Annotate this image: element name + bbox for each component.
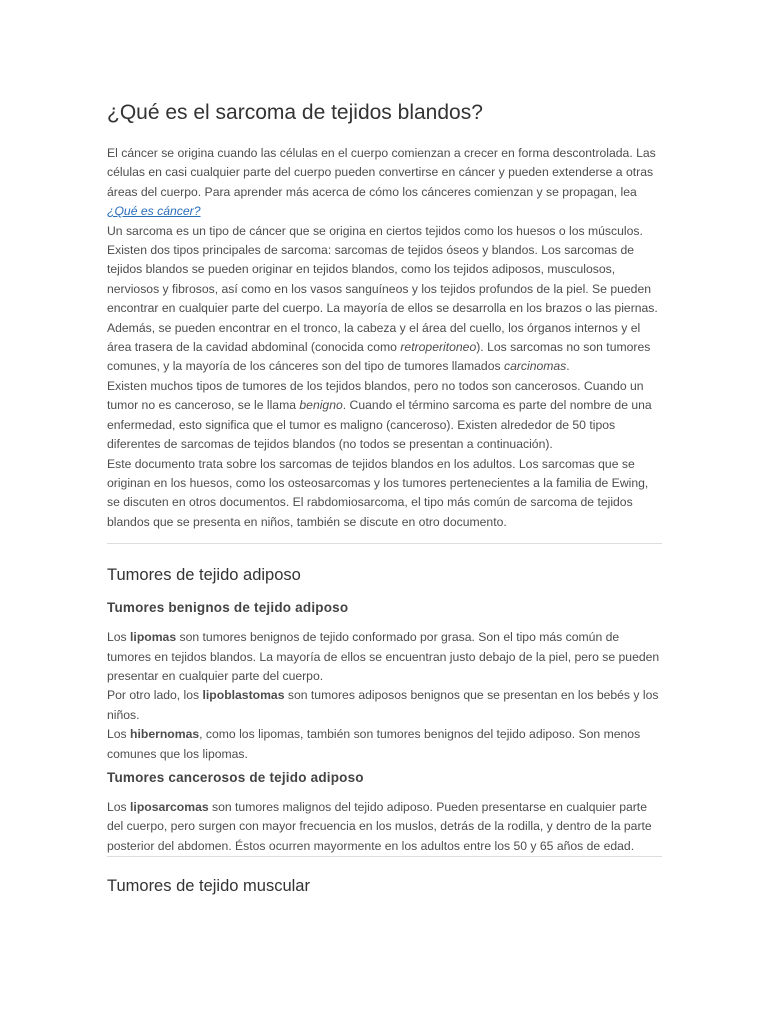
paragraph-text: Por otro lado, los	[107, 688, 203, 703]
liposarcomas-paragraph	[107, 798, 662, 856]
intro-paragraph-3	[107, 377, 662, 455]
paragraph-text: El cáncer se origina cuando las células en el cuerpo comienzan a crecer en forma descontrolada. Las células en casi cualquier parte del cuerpo pueden convertirse en cáncer y pueden extenderse a otras áreas del cuerpo. Para aprender más acerca de cómo los cánceres comienzan y se propagan, lea	[107, 146, 656, 199]
subheading-cancerous-adipose: Tumores cancerosos de tejido adiposo	[107, 769, 364, 785]
paragraph-text: Los	[107, 727, 131, 742]
intro-paragraph-1	[107, 144, 662, 222]
hibernomas-paragraph	[107, 725, 662, 764]
emphasis-retroperitoneo: retroperitoneo	[400, 340, 477, 355]
paragraph-text: Un sarcoma es un tipo de cáncer que se origina en ciertos tejidos como los huesos o los músculos. Existen dos tipos principales de sarcoma: sarcomas de tejidos óseos y blandos. Los sarcomas de tejidos blandos se pueden originar en tejidos blandos, como los tejidos adiposos, musculosos, nerviosos y fibrosos, así como en los vasos sanguíneos y los tejidos profundos de la piel. Se pueden encontrar en cualquier parte del cuerpo. La mayoría de ellos se desarrolla en los brazos o las piernas. Además, se pueden encontrar en el tronco, la cabeza y el área del cuello, los órganos internos y el área trasera de la cavidad abdominal (conocida como	[107, 223, 658, 355]
term-liposarcomas: liposarcomas	[130, 799, 209, 814]
intro-paragraph-4: Este documento trata sobre los sarcomas de tejidos blandos en los adultos. Los sarcomas que se originan en los huesos, como los osteosarcomas y los tumores pertenecientes a la familia de Ewing, se discuten en otros documentos. El rabdomiosarcoma, el tipo más común de sarcoma de tejidos blandos que se presenta en niños, también se discute en otro documento.	[107, 456, 649, 529]
paragraph-text: Los	[107, 630, 131, 645]
intro-paragraph-2	[107, 222, 662, 377]
term-lipomas: lipomas	[130, 630, 177, 645]
section-heading-muscle: Tumores de tejido muscular	[107, 877, 310, 896]
paragraph-text: Existen muchos tipos de tumores de los tejidos blandos, pero no todos son cancerosos. Cuando un tumor no es canceroso, se le llama	[107, 378, 644, 413]
lipoblastomas-paragraph	[107, 686, 662, 725]
emphasis-benigno: benigno	[299, 398, 343, 413]
article-body	[107, 98, 662, 897]
paragraph-text: son tumores adiposos benignos que se presentan en los bebés y los niños.	[107, 688, 659, 722]
paragraph-text: .	[566, 359, 570, 374]
what-is-cancer-link[interactable]: ¿Qué es cáncer?	[107, 204, 201, 219]
section-heading-adipose: Tumores de tejido adiposo	[107, 566, 301, 585]
subheading-benign-adipose: Tumores benignos de tejido adiposo	[107, 600, 349, 616]
term-hibernomas: hibernomas	[130, 727, 200, 742]
lipomas-paragraph	[107, 628, 662, 686]
emphasis-carcinomas: carcinomas	[503, 359, 567, 374]
paragraph-text: Los	[107, 799, 131, 814]
paragraph-text: . Cuando el término sarcoma es parte del nombre de una enfermedad, esto significa que el tumor es maligno (canceroso). Existen alrededor de 50 tipos diferentes de sarcomas de tejidos blandos (no todos se presentan a continuación).	[107, 398, 652, 452]
section-divider	[107, 856, 662, 857]
paragraph-text: , como los lipomas, también son tumores benignos del tejido adiposo. Son menos comunes que los lipomas.	[107, 727, 641, 761]
paragraph-text: son tumores malignos del tejido adiposo. Pueden presentarse en cualquier parte del cuerpo, pero surgen con mayor frecuencia en los muslos, detrás de la rodilla, y dentro de la parte posterior del abdomen. Éstos ocurren mayormente en los adultos entre los 50 y 65 años de edad.	[107, 799, 652, 853]
paragraph-text: ). Los sarcomas no son tumores comunes, y la mayoría de los cánceres son del tipo de tumores llamados	[107, 340, 651, 374]
section-divider	[107, 543, 662, 544]
page-title: ¿Qué es el sarcoma de tejidos blandos?	[107, 101, 483, 124]
term-lipoblastomas: lipoblastomas	[202, 688, 285, 703]
paragraph-text: son tumores benignos de tejido conformado por grasa. Son el tipo más común de tumores en tejidos blandos. La mayoría de ellos se encuentran justo debajo de la piel, pero se pueden presentar en cualquier parte del cuerpo.	[107, 630, 660, 683]
